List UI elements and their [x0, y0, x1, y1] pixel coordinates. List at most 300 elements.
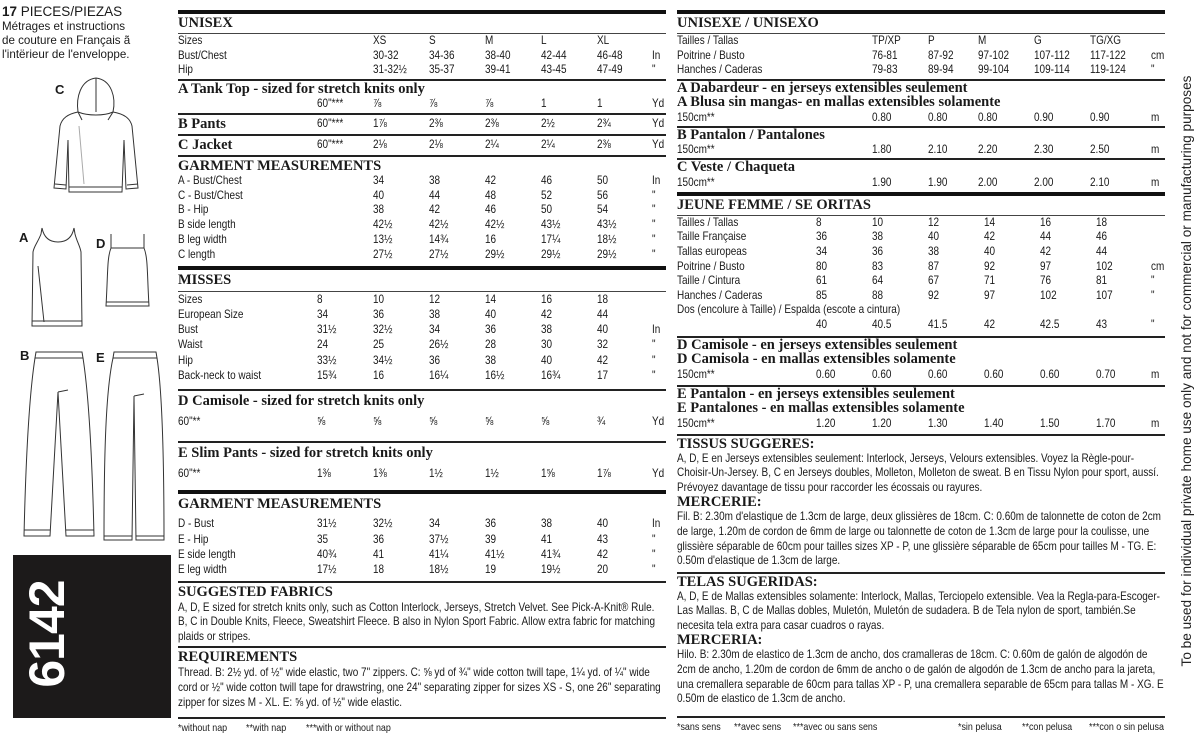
table-row [178, 353, 666, 368]
cell-value: 2¼ [541, 137, 555, 151]
cell-value: 2⅜ [429, 116, 443, 130]
table-row [677, 230, 1165, 245]
unit: Yd [652, 137, 665, 151]
cell-value: 38 [541, 517, 553, 531]
yardage-row [178, 115, 666, 133]
cell-value: 1 [597, 96, 603, 110]
table-row [178, 368, 666, 383]
row-label: Hanches / Caderas [677, 288, 763, 302]
cell-value: P [928, 34, 935, 47]
cell-value: 1⅝ [541, 467, 555, 481]
cell-value: 2½ [541, 116, 555, 130]
cell-value: 36 [373, 532, 385, 546]
cell-value: 97 [984, 288, 996, 302]
cell-value: 38 [872, 230, 884, 244]
cell-value: 97-102 [978, 48, 1010, 62]
cell-value: 61 [816, 274, 828, 288]
unit: " [1151, 288, 1155, 302]
cell-value: 33½ [317, 353, 337, 367]
section-heading: TELAS SUGERIDAS: [677, 573, 818, 590]
cell-value: 15¾ [317, 369, 337, 383]
table-row [178, 461, 666, 487]
french-spanish-chart [677, 10, 1165, 737]
cell-value: 76-81 [872, 48, 898, 62]
cell-value: 38 [928, 244, 940, 258]
cell-value: 41½ [485, 547, 505, 561]
unit: cm [1151, 48, 1165, 62]
table-row [178, 189, 666, 204]
unit: In [652, 323, 661, 337]
cell-value: 42½ [373, 218, 393, 232]
cell-value: 107-112 [1034, 48, 1070, 62]
cell-value: 12 [928, 215, 940, 229]
cell-value: 34 [429, 517, 441, 531]
telas-text: A, D, E de Mallas extensibles solamente: Interlock, Mallas, Terciopelo extensible. Vea la Regla-para-Escoger-Las Mallas. B, C de Mallas dobles, Muletón, Muletón de sudadera. B de Tela nylon de sport, también.Se necesita tela extra para casar cuadros o rayas. [677, 588, 1160, 632]
cell-value: 44 [429, 188, 441, 202]
cell-value: 102 [1096, 259, 1113, 273]
cell-value: 1.40 [984, 416, 1004, 430]
cell-value: 2⅜ [597, 137, 611, 151]
jacket-c-illustration [50, 76, 140, 201]
cell-value: 35-37 [429, 63, 455, 77]
slim-pants-e-illustration [100, 350, 170, 545]
cell-value: 107 [1096, 288, 1113, 302]
cell-value: 89-94 [928, 63, 954, 77]
cell-value: 2.10 [1090, 175, 1110, 189]
cell-value: 44 [597, 307, 609, 321]
section-heading: MERCERIA: [677, 632, 763, 649]
cell-value: 43½ [597, 218, 617, 232]
table-row [677, 416, 1165, 431]
cell-value: L [541, 34, 547, 47]
cell-value: 117-122 [1090, 48, 1126, 62]
row-label: Hip [178, 353, 193, 367]
cell-value: G [1034, 34, 1042, 47]
cell-value: 1.30 [928, 416, 948, 430]
table-row [677, 260, 1165, 275]
cell-value: M [485, 34, 494, 47]
section-heading: JEUNE FEMME / SE ORITAS [677, 196, 871, 213]
table-row [677, 274, 1165, 289]
cell-value: 1.90 [928, 175, 948, 189]
cell-value: XL [597, 34, 610, 47]
cell-value: 39-41 [485, 63, 511, 77]
cell-value: 43 [1096, 317, 1108, 331]
note-line: de couture en Français ã [2, 34, 131, 47]
cell-value: 43½ [541, 218, 561, 232]
table-row [677, 110, 1165, 125]
cell-value: 31½ [317, 323, 337, 337]
section-heading: MISSES [178, 271, 232, 288]
cell-value: 43 [597, 532, 609, 546]
divider [178, 646, 666, 648]
cell-value: 17¼ [541, 232, 561, 246]
unit: cm [1151, 259, 1165, 273]
row-label: Sizes [178, 292, 203, 306]
unit: " [652, 247, 656, 261]
unit: " [652, 188, 656, 202]
cell-value: 1.50 [1040, 416, 1060, 430]
cell-value: 1.20 [816, 416, 836, 430]
cell-value: 2.10 [928, 143, 948, 157]
suggested-fabrics-text: A, D, E sized for stretch knits only, such as Cotton Interlock, Jerseys, Stretch Velvet. See Pick-A-Knit® Rule. B, C in Double Knits, Fleece, Sweatshirt Fleece. B also in Nylon Sport Fabric. Allow extra fabric for matching plaids or stripes. [178, 599, 656, 643]
table-row [178, 96, 666, 112]
cell-value: 2.30 [1034, 143, 1054, 157]
section-heading: D Camisole - en jerseys extensibles seulement [677, 336, 958, 353]
cell-value: 44 [1096, 244, 1108, 258]
unit: Yd [652, 116, 665, 130]
footnote: *without nap [178, 722, 228, 735]
cell-value: 40 [928, 230, 940, 244]
cell-value: 92 [984, 259, 996, 273]
unit: " [652, 232, 656, 246]
cell-value: 0.60 [1040, 367, 1060, 381]
cell-value: 31-32½ [373, 63, 407, 77]
section-heading: A Tank Top - sized for stretch knits only [178, 80, 425, 97]
cell-value: 0.60 [872, 367, 892, 381]
cell-value: 41 [373, 547, 385, 561]
cell-value: 0.70 [1096, 367, 1116, 381]
cell-value: 46 [541, 173, 553, 187]
divider [178, 717, 666, 719]
cell-value: 34-36 [429, 48, 455, 62]
unit: " [652, 353, 656, 367]
cell-value: 0.90 [1090, 110, 1110, 124]
row-label: D - Bust [178, 517, 215, 531]
cell-value: 2¾ [597, 116, 611, 130]
unit: " [652, 547, 656, 561]
unit: " [652, 203, 656, 217]
cell-value: 42 [541, 307, 553, 321]
cell-value: 71 [984, 274, 996, 288]
row-label: European Size [178, 307, 244, 321]
cell-value: 38 [541, 323, 553, 337]
row-label: Bust/Chest [178, 48, 227, 62]
english-chart [178, 10, 666, 738]
unit: m [1151, 143, 1160, 157]
cell-value: 2.00 [1034, 175, 1054, 189]
divider [178, 10, 666, 14]
table-row [677, 318, 1165, 333]
unit: Yd [652, 467, 665, 481]
cell-value: 0.60 [984, 367, 1004, 381]
yardage-row [178, 136, 666, 154]
cell-value: 34 [429, 323, 441, 337]
cell-value: 25 [373, 338, 385, 352]
cell-value: 41¾ [541, 547, 561, 561]
cell-value: 24 [317, 338, 329, 352]
cell-value: 16¾ [541, 369, 561, 383]
cell-value: 14¾ [429, 232, 449, 246]
cell-value: 28 [485, 338, 497, 352]
view-letter-d: D [96, 236, 106, 251]
cell-value: 38 [429, 307, 441, 321]
divider [677, 716, 1165, 718]
row-label: Back-neck to waist [178, 369, 262, 383]
cell-value: 36 [373, 307, 385, 321]
cell-value: 42.5 [1040, 317, 1060, 331]
cell-value: 56 [597, 188, 609, 202]
cell-value: 43-45 [541, 63, 567, 77]
unit: m [1151, 175, 1160, 189]
cell-value: ⅝ [541, 415, 550, 429]
cell-value: 2⅜ [485, 116, 499, 130]
unit: " [1151, 317, 1155, 331]
unit: Yd [652, 96, 665, 110]
row-label: Poitrine / Busto [677, 48, 745, 62]
row-label: E side length [178, 547, 236, 561]
cell-value: 37½ [429, 532, 449, 546]
cell-value: 0.60 [816, 367, 836, 381]
cell-value: 34½ [373, 353, 393, 367]
unit: " [1151, 63, 1155, 77]
cell-value: 41¼ [429, 547, 449, 561]
cell-value: 81 [1096, 274, 1108, 288]
footnote: ***avec ou sans sens [793, 720, 878, 733]
cell-value: 42 [1040, 244, 1052, 258]
cell-value: ⅝ [317, 415, 326, 429]
cell-value: 2⅛ [373, 137, 387, 151]
section-heading: D Camisole - sized for stretch knits only [178, 393, 425, 410]
cell-value: 27½ [429, 247, 449, 261]
cell-value: 40 [984, 244, 996, 258]
cell-value: 42 [485, 173, 497, 187]
section-heading: UNISEXE / UNISEXO [677, 15, 819, 31]
cell-value: 50 [597, 173, 609, 187]
cell-value: 13½ [373, 232, 393, 246]
cell-value: 92 [928, 288, 940, 302]
section-heading: E Pantalones - en mallas extensibles solamente [677, 400, 965, 417]
footnote: ***with or without nap [306, 722, 391, 735]
pants-b-illustration [20, 350, 100, 540]
table-row [677, 216, 1165, 231]
camisole-d-illustration [103, 232, 153, 312]
cell-value: 50 [541, 203, 553, 217]
french-instructions-note [2, 20, 174, 62]
cell-value: 32½ [373, 517, 393, 531]
divider [178, 389, 666, 391]
row-label: B leg width [178, 232, 227, 246]
cell-value: 16 [373, 369, 385, 383]
cell-value: 42½ [429, 218, 449, 232]
row-label: Waist [178, 338, 203, 352]
merceria-text: Hilo. B: 2.30m de elastico de 1.3cm de ancho, dos cramalleras de 18cm. C: 0.60m de galón de algodón de 2cm de ancho, 1.20m de cordon de 6mm de ancho o de galón de algodón de 1.3cm de ancho para la jareta, una cremallera separable de 60cm para tallas XP - P, una cremallera separable de 65cm para tallas M - XG. E 0.50m de elastico de 1.3cm de ancho. [677, 647, 1164, 706]
table-row [178, 233, 666, 248]
cell-value: 18 [597, 292, 609, 306]
row-label: Hanches / Caderas [677, 63, 763, 77]
cell-value: 1⅜ [373, 467, 387, 481]
cell-value: 40 [485, 307, 497, 321]
cell-value: 42 [429, 203, 441, 217]
cell-value: ⅝ [429, 415, 438, 429]
cell-value: 64 [872, 274, 884, 288]
cell-value: 85 [816, 288, 828, 302]
cell-value: 0.80 [978, 110, 998, 124]
cell-value: 12 [429, 292, 441, 306]
fabric-width: 150cm** [677, 416, 715, 430]
cell-value: 46-48 [597, 48, 623, 62]
cell-value: TG/XG [1090, 34, 1122, 47]
cell-value: 38 [373, 203, 385, 217]
divider [178, 581, 666, 583]
divider [677, 10, 1165, 14]
cell-value: 16 [1040, 215, 1052, 229]
cell-value: 29½ [485, 247, 505, 261]
cell-value: 0.80 [872, 110, 892, 124]
cell-value: 16¼ [429, 369, 449, 383]
section-heading: REQUIREMENTS [178, 649, 298, 666]
pieces-heading [2, 4, 172, 20]
cell-value: ⅞ [373, 96, 382, 110]
unit: In [652, 48, 661, 62]
cell-value: 0.80 [928, 110, 948, 124]
footnote: **con pelusa [1022, 720, 1073, 733]
fabric-width: 150cm** [677, 367, 715, 381]
cell-value: 40 [816, 317, 828, 331]
view-letter-a: A [19, 230, 29, 245]
table-row [178, 516, 666, 531]
cell-value: 79-83 [872, 63, 898, 77]
cell-value: TP/XP [872, 34, 901, 47]
view-letter-c: C [55, 82, 65, 97]
cell-value: 38 [485, 353, 497, 367]
cell-value: 16 [485, 232, 497, 246]
cell-value: 34 [317, 307, 329, 321]
cell-value: 80 [816, 259, 828, 273]
fabric-width: 60"** [178, 467, 201, 481]
usage-notice [1176, 0, 1198, 744]
mercerie-text: Fil. B: 2.30m d'elastique de 1.3cm de large, deux glissières de 18cm. C: 0.60m de talonnette de coton de 2cm de large, 1.20m de cordon de 6mm de large ou talonnette de coton de 1.3cm de large pour la coulisse, une glissière séparable de 60cm pour tailles sizes XP - P, une glissière séparable de 65cm pour tailles M - TG. E: 0.50m d'elastique de 1.3cm de large. [677, 509, 1161, 568]
table-row [178, 409, 666, 435]
table-row [677, 367, 1165, 382]
cell-value: 42 [984, 317, 996, 331]
unit: m [1151, 416, 1160, 430]
table-row [677, 63, 1165, 78]
row-label: E - Hip [178, 532, 209, 546]
tank-top-a-illustration [30, 226, 90, 331]
cell-value: 30-32 [373, 48, 399, 62]
table-row [677, 49, 1165, 64]
footnotes [677, 721, 1165, 737]
row-label: E leg width [178, 563, 227, 577]
fabric-width: 150cm** [677, 110, 715, 124]
cell-value: 0.60 [928, 367, 948, 381]
section-heading: A Blusa sin mangas- en mallas extensibles solamente [677, 94, 1001, 111]
table-row [178, 547, 666, 562]
table-row [178, 63, 666, 78]
fabric-width: 60"*** [317, 137, 344, 151]
cell-value: 18½ [597, 232, 617, 246]
row-label: Dos (encolure à Taille) / Espalda (escote a cintura) [677, 303, 901, 317]
view-letter-e: E [96, 350, 105, 365]
divider [677, 192, 1165, 196]
row-label: Poitrine / Busto [677, 259, 745, 273]
cell-value: 30 [541, 338, 553, 352]
cell-value: 18 [1096, 215, 1108, 229]
cell-value: 1½ [429, 467, 443, 481]
cell-value: 17 [597, 369, 609, 383]
unit: In [652, 517, 661, 531]
cell-value: 36 [429, 353, 441, 367]
footnote: ***con o sin pelusa [1089, 720, 1164, 733]
cell-value: 29½ [597, 247, 617, 261]
section-heading: D Camisola - en mallas extensibles solamente [677, 351, 956, 368]
divider [178, 155, 666, 157]
cell-value: 52 [541, 188, 553, 202]
cell-value: 29½ [541, 247, 561, 261]
cell-value: 119-124 [1090, 63, 1126, 77]
row-label: Sizes [178, 34, 203, 47]
row-label: A - Bust/Chest [178, 173, 242, 187]
section-heading: E Pantalon - en jerseys extensibles seulement [677, 385, 955, 402]
cell-value: 67 [928, 274, 940, 288]
footnote: *sin pelusa [958, 720, 1002, 733]
section-heading: TISSUS SUGGERES: [677, 435, 815, 452]
footnote: **avec sens [734, 720, 782, 733]
cell-value: 42-44 [541, 48, 567, 62]
cell-value: XS [373, 34, 387, 47]
cell-value: 8 [317, 292, 323, 306]
cell-value: 36 [485, 517, 497, 531]
cell-value: ⅞ [485, 96, 494, 110]
pieces-label: PIECES/PIEZAS [20, 4, 123, 19]
fabric-width: 150cm** [677, 175, 715, 189]
cell-value: 34 [816, 244, 828, 258]
cell-value: 83 [872, 259, 884, 273]
cell-value: 40 [597, 517, 609, 531]
cell-value: 2¼ [485, 137, 499, 151]
fabric-width: 150cm** [677, 143, 715, 157]
cell-value: 2.00 [978, 175, 998, 189]
row-label: Tailles / Tallas [677, 34, 739, 47]
cell-value: 1 [541, 96, 547, 110]
section-heading: MERCERIE: [677, 494, 762, 511]
cell-value: 19½ [541, 563, 561, 577]
cell-value: 88 [872, 288, 884, 302]
cell-value: 16½ [485, 369, 505, 383]
table-row [677, 303, 1165, 318]
usage-notice-text: To be used for individual private home use only and not for commercial or manufacturing purposes [1179, 75, 1194, 667]
cell-value: 87 [928, 259, 940, 273]
section-heading: GARMENT MEASUREMENTS [178, 496, 382, 513]
pattern-number: 6142 [19, 580, 75, 688]
table-row [178, 562, 666, 577]
table-row [677, 142, 1165, 157]
cell-value: 18 [373, 563, 385, 577]
table-row [178, 203, 666, 218]
row-label: Hip [178, 63, 193, 77]
section-heading: SUGGESTED FABRICS [178, 583, 333, 600]
cell-value: 1.80 [872, 143, 892, 157]
table-row [178, 34, 666, 49]
cell-value: 44 [1040, 230, 1052, 244]
cell-value: 46 [485, 203, 497, 217]
row-label: Bust [178, 323, 198, 337]
table-row [178, 218, 666, 233]
table-row [178, 248, 666, 263]
cell-value: 16 [541, 292, 553, 306]
cell-value: 1.90 [872, 175, 892, 189]
cell-value: 34 [373, 173, 385, 187]
table-row [677, 289, 1165, 304]
cell-value: 18½ [429, 563, 449, 577]
cell-value: 54 [597, 203, 609, 217]
cell-value: 10 [373, 292, 385, 306]
table-row [677, 34, 1165, 49]
cell-value: ⅞ [429, 96, 438, 110]
cell-value: 41.5 [928, 317, 948, 331]
tissus-text: A, D, E en Jerseys extensibles seulement: Interlock, Jerseys, Velours extensibles. Voyez la Règle-pour-Choisir-Un-Jersey. B, C en Jerseys doubles, Molleton, Molleton de sweat. B en Tissu Nylon pour sport, aussí. Prévoyez davantage de tissu pour raccorder les écossais ou rayures. [677, 450, 1159, 494]
